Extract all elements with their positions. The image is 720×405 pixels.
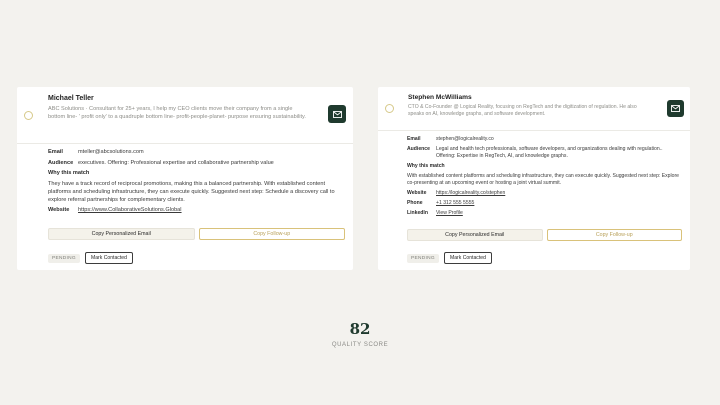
select-radio[interactable] <box>24 111 33 120</box>
match-card-michael-teller <box>17 87 353 270</box>
audience-value: executives. Offering: Professional expertise and collaborative partnership value <box>78 159 274 166</box>
copy-personalized-email-button[interactable]: Copy Personalized Email <box>48 228 195 240</box>
why-match-heading: Why this match <box>48 170 90 177</box>
mail-icon <box>671 105 680 112</box>
audience-value: Legal and health tech professionals, software developers, and organizations dealing with regulation.. Offering: Expertise in RegTech, AI, and knowledge graphs. <box>436 145 663 159</box>
website-link[interactable]: https://www.CollaborativeSolutions.Global <box>78 207 182 214</box>
phone-label: Phone <box>407 200 423 207</box>
contact-bio: CTO & Co-Founder @ Logical Reality, focusing on RegTech and the digitization of regulation. He also speaks on AI, knowledge graphs, and software development. <box>408 104 637 117</box>
quality-score-value: 82 <box>349 320 371 338</box>
audience-label: Audience <box>48 159 74 166</box>
audience-label: Audience <box>407 145 430 152</box>
mark-contacted-button[interactable]: Mark Contacted <box>85 252 133 264</box>
why-match-heading: Why this match <box>407 162 445 169</box>
match-card-stephen-mcwilliams <box>378 87 690 270</box>
contact-name: Michael Teller <box>48 95 94 102</box>
card-header <box>378 87 690 131</box>
select-radio[interactable] <box>385 104 394 113</box>
linkedin-label: LinkedIn <box>407 210 428 217</box>
phone-link[interactable]: +1 312 555 5555 <box>436 200 475 207</box>
card-details <box>48 149 345 218</box>
status-badge: PENDING <box>407 254 439 263</box>
why-match-text: They have a track record of reciprocal promotions, making this a balanced partnership. With established content platforms and scheduling infrastructure, they can execute quickly. Suggested next step: Schedule a discovery call to explore referral partnerships for complementary clients. <box>48 181 335 204</box>
copy-personalized-email-button[interactable]: Copy Personalized Email <box>407 229 543 241</box>
website-link[interactable]: https://logicalreality.co/stephen <box>436 190 506 197</box>
website-label: Website <box>407 190 427 197</box>
email-label: Email <box>407 136 421 142</box>
contact-bio: ABC Solutions · Consultant for 25+ years, I help my CEO clients move their company from a single bottom line- ' profit only' to a quadruple bottom line- profit-people-planet- purpose ensuring sustainability. <box>48 106 306 120</box>
contact-name: Stephen McWilliams <box>408 94 472 101</box>
quality-score-label: QUALITY SCORE <box>331 342 389 348</box>
mail-icon <box>333 111 342 118</box>
website-label: Website <box>48 207 70 214</box>
mark-contacted-button[interactable]: Mark Contacted <box>444 252 492 264</box>
why-match-text: With established content platforms and scheduling infrastructure, they can execute quickly. Suggested next step: Explore co-presenting at an upcoming event or hosting a joint virtual summit. <box>407 172 680 186</box>
card-details <box>407 136 682 220</box>
quality-score <box>0 320 720 348</box>
email-label: Email <box>48 149 63 155</box>
email-value: mteller@abcsolutions.com <box>78 149 144 155</box>
email-button[interactable] <box>328 105 346 123</box>
email-button[interactable] <box>667 100 684 117</box>
card-header <box>17 87 353 144</box>
copy-follow-up-button[interactable]: Copy Follow-up <box>199 228 346 240</box>
email-value: stephen@logicalreality.co <box>436 136 494 142</box>
status-badge: PENDING <box>48 254 80 263</box>
copy-follow-up-button[interactable]: Copy Follow-up <box>547 229 683 241</box>
linkedin-link[interactable]: View Profile <box>436 210 463 217</box>
